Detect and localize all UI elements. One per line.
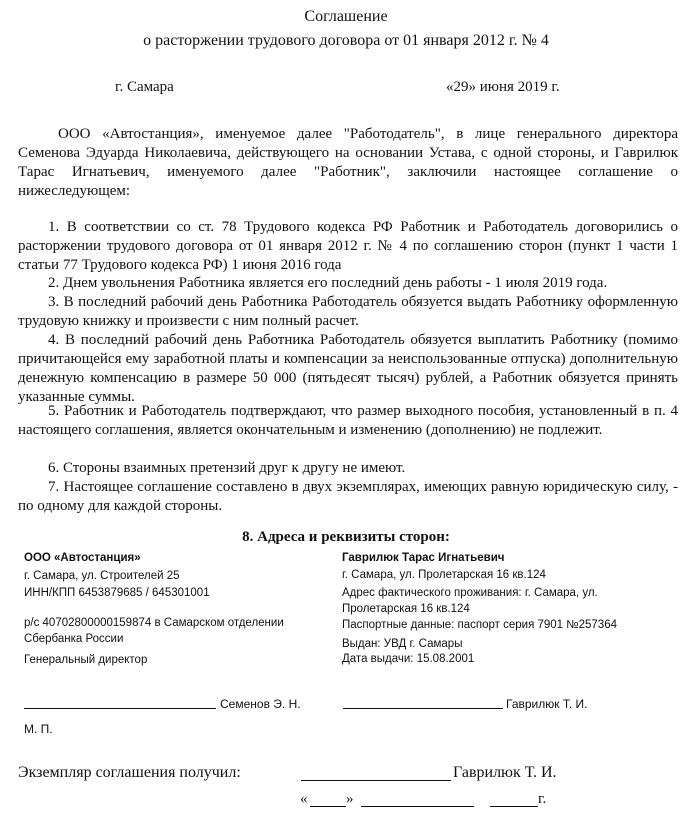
employer-signature-name: Семенов Э. Н. bbox=[220, 697, 301, 711]
receipt-year-suffix: г. bbox=[538, 791, 547, 807]
receipt-month-line bbox=[361, 806, 474, 807]
employer-name: ООО «Автостанция» bbox=[24, 552, 141, 564]
clause-7: 7. Настоящее соглашение составлено в двух экземплярах, имеющих равную юридическую силу, - по одному для каждой стороны. bbox=[18, 479, 678, 514]
clause-4: 4. В последний рабочий день Работника Работодатель обязуется выплатить Работнику (помимо причитающейся ему заработной платы и компенсации за неиспользованные отпуска) дополнительную денежную компенсацию в размере 50 000 (пятьдесят тысяч) рублей, а Работник обязуется принять указанные суммы. bbox=[18, 332, 678, 405]
clause-6: 6. Стороны взаимных претензий друг к другу не имеют. bbox=[48, 460, 406, 476]
employee-address: г. Самара, ул. Пролетарская 16 кв.124 bbox=[342, 569, 546, 581]
document-city: г. Самара bbox=[115, 79, 174, 95]
receipt-label: Экземпляр соглашения получил: bbox=[18, 764, 241, 781]
stamp-placeholder: М. П. bbox=[24, 722, 53, 736]
clause-2: 2. Днем увольнения Работника является его последний день работы - 1 июля 2019 года. bbox=[48, 275, 608, 291]
receipt-signature-line bbox=[301, 780, 451, 781]
clause-3: 3. В последний рабочий день Работника Работодатель обязуется выдать Работнику оформленную трудовую книжку и произвести с ним полный расчет. bbox=[18, 294, 678, 329]
document-date: «29» июня 2019 г. bbox=[446, 79, 560, 95]
employee-passport: Паспортные данные: паспорт серия 7901 №257364 bbox=[342, 619, 617, 631]
document-title: Соглашение bbox=[304, 8, 388, 25]
clause-5: 5. Работник и Работодатель подтверждают, что размер выходного пособия, установленный в п. 4 настоящего соглашения, является окончательным и изменению (дополнению) не подлежит. bbox=[18, 403, 678, 438]
document-subtitle: о расторжении трудового договора от 01 января 2012 г. № 4 bbox=[143, 32, 549, 49]
employer-account-line-1: р/с 40702800000159874 в Самарском отделении bbox=[24, 617, 284, 629]
receipt-day-line bbox=[310, 806, 346, 807]
employer-account-line-2: Сбербанка России bbox=[24, 633, 124, 645]
employee-issued-by: Выдан: УВД г. Самары bbox=[342, 638, 463, 650]
employer-signature-line bbox=[24, 708, 216, 709]
intro-paragraph: ООО «Автостанция», именуемое далее "Работодатель", в лице генерального директора Семенова Эдуарда Николаевича, действующего на основании Устава, с одной стороны, и Гаврилюк Тарас Игнатьевич, именуемого далее "Работник", заключили настоящее соглашение о нижеследующем: bbox=[18, 126, 678, 199]
employer-address: г. Самара, ул. Строителей 25 bbox=[24, 570, 180, 582]
receipt-date-open-quote: « bbox=[300, 791, 308, 807]
clause-1: 1. В соответствии со ст. 78 Трудового кодекса РФ Работник и Работодатель договорились о расторжении трудового договора от 01 января 2012 г. № 4 по соглашению сторон (пункт 1 части 1 статьи 77 Трудового кодекса РФ) 1 июня 2016 года bbox=[18, 219, 678, 273]
employer-position: Генеральный директор bbox=[24, 654, 148, 666]
receipt-name: Гаврилюк Т. И. bbox=[453, 764, 557, 781]
employee-actual-address-line-2: Пролетарская 16 кв.124 bbox=[342, 603, 470, 615]
receipt-date-close-quote: » bbox=[346, 791, 354, 807]
employee-signature-line bbox=[343, 708, 503, 709]
requisites-title: 8. Адреса и реквизиты сторон: bbox=[242, 529, 450, 545]
receipt-year-line bbox=[490, 806, 538, 807]
employee-name: Гаврилюк Тарас Игнатьевич bbox=[342, 552, 505, 564]
employee-signature-name: Гаврилюк Т. И. bbox=[506, 697, 588, 711]
employer-inn: ИНН/КПП 6453879685 / 645301001 bbox=[24, 587, 210, 599]
employee-issue-date: Дата выдачи: 15.08.2001 bbox=[342, 653, 475, 665]
employee-actual-address-line-1: Адрес фактического проживания: г. Самара, ул. bbox=[342, 587, 598, 599]
